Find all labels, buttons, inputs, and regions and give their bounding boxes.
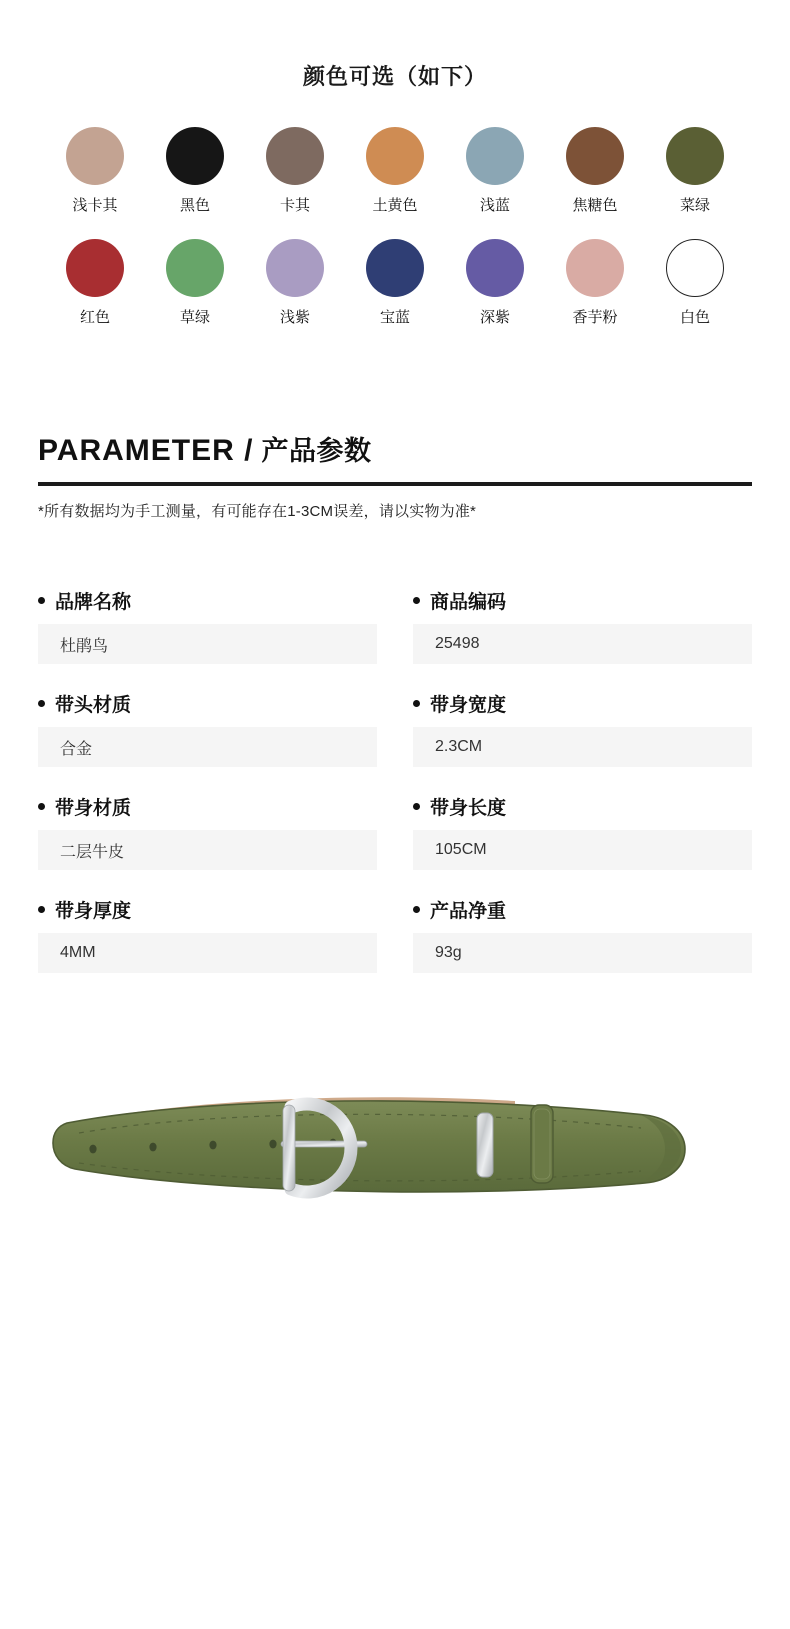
color-swatch-label: 焦糖色 bbox=[572, 197, 618, 214]
belt-hole bbox=[209, 1141, 216, 1150]
parameter-heading-en: PARAMETER / bbox=[38, 434, 254, 467]
bullet-icon bbox=[413, 906, 420, 913]
color-swatch-item[interactable] bbox=[445, 239, 545, 327]
bullet-icon bbox=[413, 700, 420, 707]
bullet-icon bbox=[413, 803, 420, 810]
spec-label-text: 带身材质 bbox=[55, 798, 132, 819]
spec-value: 4MM bbox=[38, 933, 377, 973]
spec-row bbox=[413, 793, 752, 870]
spec-value: 2.3CM bbox=[413, 727, 752, 767]
spec-value: 杜鹃鸟 bbox=[38, 624, 377, 664]
color-swatch-item[interactable] bbox=[345, 239, 445, 327]
heading-divider bbox=[38, 482, 752, 486]
spec-row bbox=[413, 587, 752, 664]
color-dot-icon[interactable] bbox=[166, 239, 224, 297]
color-dot-icon[interactable] bbox=[66, 239, 124, 297]
spec-value: 二层牛皮 bbox=[38, 830, 377, 870]
product-image bbox=[0, 1071, 790, 1371]
bullet-icon bbox=[38, 803, 45, 810]
color-swatch-label: 深紫 bbox=[479, 309, 510, 326]
color-swatch-item[interactable] bbox=[145, 239, 245, 327]
color-swatch-item[interactable] bbox=[45, 239, 145, 327]
color-swatch-item[interactable] bbox=[245, 239, 345, 327]
spec-label bbox=[413, 793, 752, 820]
color-dot-icon[interactable] bbox=[366, 127, 424, 185]
color-dot-icon[interactable] bbox=[666, 239, 724, 297]
spec-row bbox=[38, 587, 377, 664]
spec-label bbox=[38, 793, 377, 820]
color-swatch-label: 香芋粉 bbox=[572, 309, 618, 326]
color-dot-icon[interactable] bbox=[366, 239, 424, 297]
bullet-icon bbox=[413, 597, 420, 604]
spec-label bbox=[413, 690, 752, 717]
color-swatch-label: 黑色 bbox=[179, 197, 210, 214]
spec-label-text: 带身宽度 bbox=[430, 695, 507, 716]
color-section-title: 颜色可选（如下） bbox=[302, 64, 487, 89]
spec-label-text: 商品编码 bbox=[430, 592, 507, 613]
parameter-heading bbox=[38, 429, 752, 468]
color-swatch-item[interactable] bbox=[445, 127, 545, 215]
spec-label-text: 带头材质 bbox=[55, 695, 132, 716]
belt-hole bbox=[149, 1143, 156, 1152]
measurement-note: *所有数据均为手工测量，有可能存在1-3CM误差，请以实物为准* bbox=[38, 503, 477, 520]
color-dot-icon[interactable] bbox=[266, 239, 324, 297]
bullet-icon bbox=[38, 906, 45, 913]
parameter-heading-cn: 产品参数 bbox=[261, 436, 372, 466]
spec-label bbox=[38, 690, 377, 717]
spec-value: 25498 bbox=[413, 624, 752, 664]
color-swatch-grid bbox=[45, 127, 745, 351]
spec-row bbox=[38, 793, 377, 870]
color-swatch-label: 宝蓝 bbox=[379, 309, 410, 326]
spec-table bbox=[0, 587, 790, 999]
spec-label-text: 带身厚度 bbox=[55, 901, 132, 922]
spec-label-text: 品牌名称 bbox=[55, 592, 132, 613]
bullet-icon bbox=[38, 700, 45, 707]
color-swatch-item[interactable] bbox=[345, 127, 445, 215]
color-swatch-label: 浅卡其 bbox=[72, 197, 118, 214]
parameter-section bbox=[0, 429, 790, 521]
color-swatch-item[interactable] bbox=[45, 127, 145, 215]
spec-value: 105CM bbox=[413, 830, 752, 870]
color-swatch-label: 浅紫 bbox=[279, 309, 310, 326]
spec-row bbox=[38, 896, 377, 973]
spec-label-text: 带身长度 bbox=[430, 798, 507, 819]
color-dot-icon[interactable] bbox=[166, 127, 224, 185]
color-swatch-item[interactable] bbox=[645, 239, 745, 327]
spec-label bbox=[413, 896, 752, 923]
color-swatch-item[interactable] bbox=[645, 127, 745, 215]
spec-row bbox=[38, 690, 377, 767]
color-swatch-item[interactable] bbox=[245, 127, 345, 215]
color-dot-icon[interactable] bbox=[566, 127, 624, 185]
color-swatch-item[interactable] bbox=[545, 127, 645, 215]
belt-hole bbox=[89, 1145, 96, 1154]
spec-label-text: 产品净重 bbox=[430, 901, 507, 922]
buckle-bar bbox=[283, 1105, 295, 1191]
color-swatch-label: 浅蓝 bbox=[479, 197, 510, 214]
spec-row bbox=[413, 690, 752, 767]
color-dot-icon[interactable] bbox=[566, 239, 624, 297]
color-swatch-label: 菜绿 bbox=[679, 197, 710, 214]
color-dot-icon[interactable] bbox=[66, 127, 124, 185]
spec-label bbox=[38, 587, 377, 614]
spec-row bbox=[413, 896, 752, 973]
spec-label bbox=[38, 896, 377, 923]
color-swatch-item[interactable] bbox=[545, 239, 645, 327]
buckle-keeper-metal bbox=[477, 1113, 493, 1177]
belt-illustration bbox=[45, 1071, 745, 1331]
spec-label bbox=[413, 587, 752, 614]
color-swatch-item[interactable] bbox=[145, 127, 245, 215]
bullet-icon bbox=[38, 597, 45, 604]
belt-hole bbox=[269, 1140, 276, 1149]
color-swatch-label: 红色 bbox=[79, 309, 110, 326]
spec-value: 合金 bbox=[38, 727, 377, 767]
color-swatch-label: 土黄色 bbox=[372, 197, 418, 214]
spec-value: 93g bbox=[413, 933, 752, 973]
color-swatch-label: 卡其 bbox=[279, 197, 310, 214]
color-dot-icon[interactable] bbox=[466, 239, 524, 297]
color-swatch-label: 草绿 bbox=[179, 309, 210, 326]
color-dot-icon[interactable] bbox=[466, 127, 524, 185]
color-dot-icon[interactable] bbox=[666, 127, 724, 185]
color-swatch-label: 白色 bbox=[679, 309, 710, 326]
color-dot-icon[interactable] bbox=[266, 127, 324, 185]
